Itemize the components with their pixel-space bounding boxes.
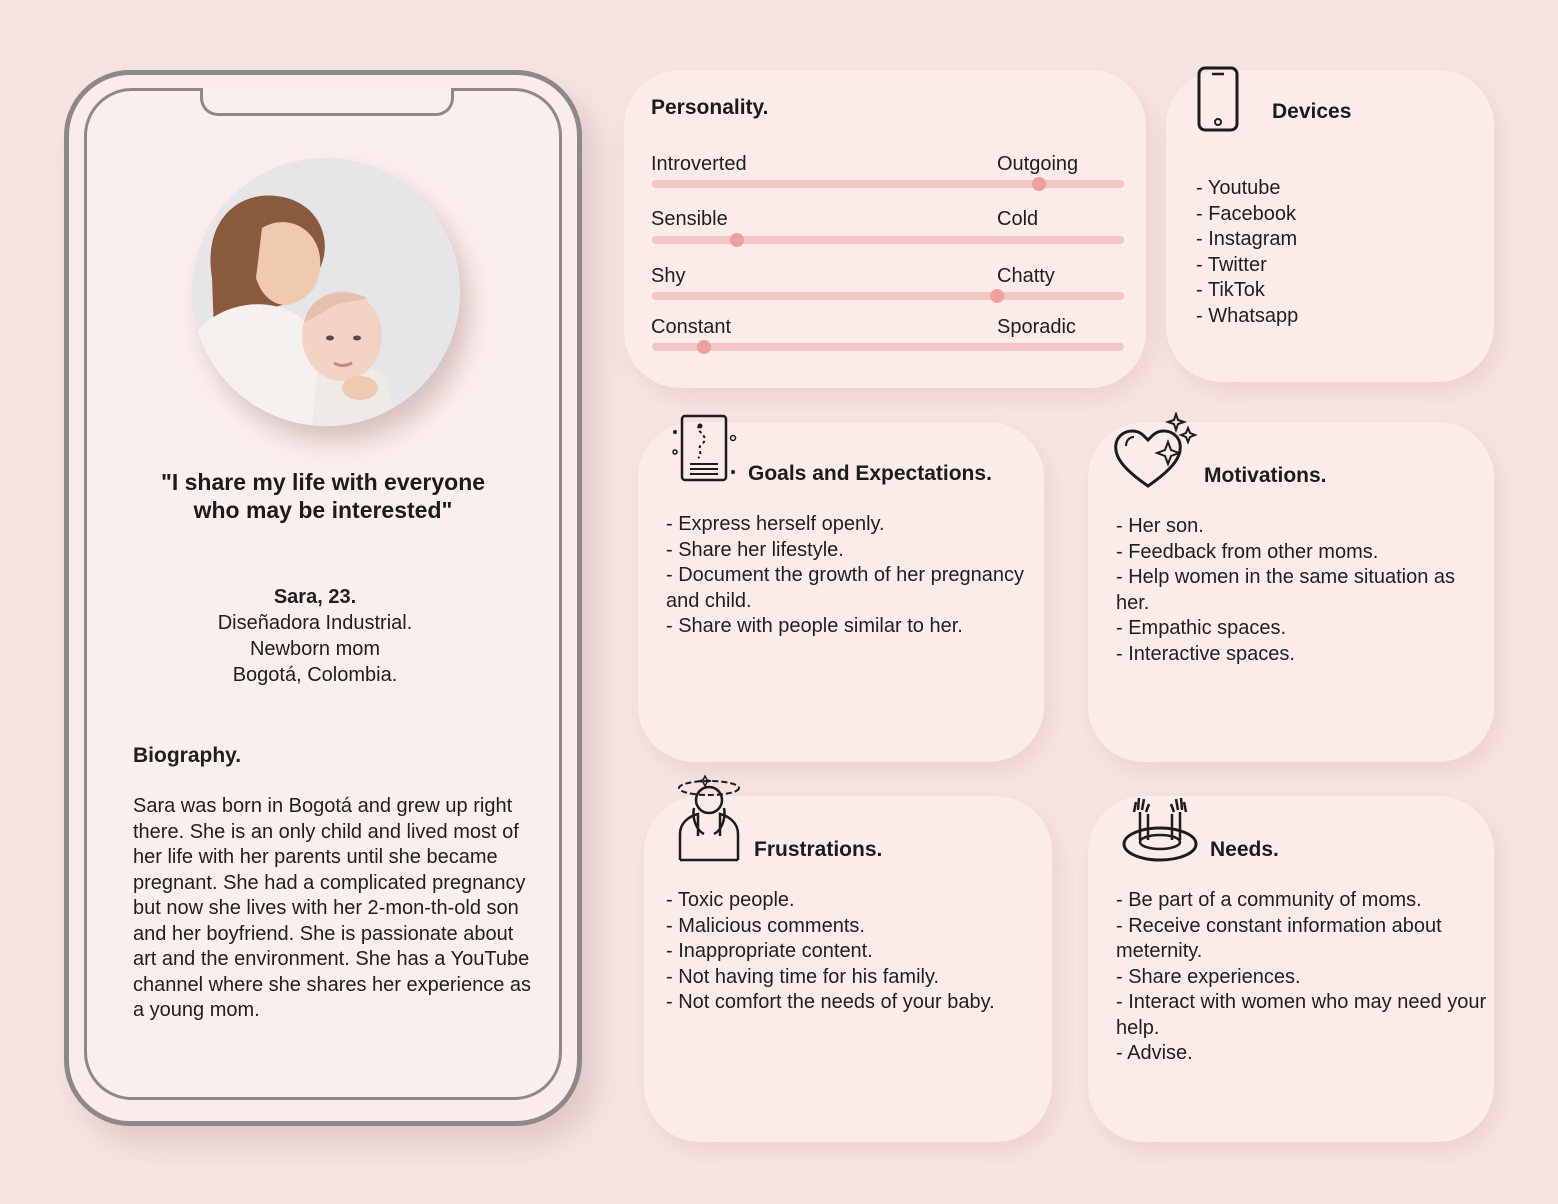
list-item: - Instagram: [1196, 228, 1298, 250]
frustrations-list: [666, 888, 1036, 1016]
list-item: - Share experiences.: [1116, 965, 1301, 988]
list-item: - Whatsapp: [1196, 304, 1299, 327]
list-item: - Share her lifestyle.: [666, 538, 844, 561]
list-item: - Malicious comments.: [666, 914, 865, 937]
list-item: - Interact with women who may need your help.: [1116, 991, 1492, 1039]
list-item: - Facebook: [1196, 202, 1297, 225]
list-item: - Share with people similar to her.: [666, 615, 963, 637]
trait-right-label: Sporadic: [997, 316, 1076, 338]
trait-left-label: Sensible: [651, 208, 728, 230]
list-item: - Advise.: [1116, 1042, 1193, 1064]
list-item: - Toxic people.: [666, 889, 795, 911]
devices-title: Devices: [1272, 100, 1352, 123]
trait-left-label: Constant: [651, 316, 732, 338]
list-item: - Feedback from other moms.: [1116, 540, 1379, 563]
persona-role: Newborn mom: [249, 638, 381, 660]
needs-title: Needs.: [1210, 838, 1279, 861]
list-item: - Document the growth of her pregnancy and child.: [666, 564, 1030, 612]
persona-quote: "I share my life with everyone who may be interested": [160, 469, 486, 523]
needs-list: [1116, 888, 1490, 1067]
list-item: - TikTok: [1196, 279, 1265, 301]
list-item: - Interactive spaces.: [1116, 642, 1295, 665]
slider-track: [652, 292, 1124, 300]
persona-name: Sara, 23.: [273, 586, 357, 608]
trait-right-label: Outgoing: [997, 153, 1079, 175]
slider-track: [652, 343, 1124, 351]
list-item: - Twitter: [1196, 253, 1267, 276]
list-item: - Youtube: [1196, 177, 1281, 199]
lifebuoy-hands-icon: [1120, 792, 1200, 866]
motivations-title: Motivations.: [1204, 464, 1327, 487]
list-item: - Not having time for his family.: [666, 965, 940, 988]
list-item: - Express herself openly.: [666, 513, 885, 535]
slider-knob: [730, 233, 744, 247]
slider-knob: [1032, 177, 1046, 191]
list-item: - Not comfort the needs of your baby.: [666, 991, 995, 1013]
list-item: - Be part of a community of moms.: [1116, 889, 1422, 911]
personality-title: Personality.: [651, 96, 769, 119]
biography-text: Sara was born in Bogotá and grew up right there. She is an only child and lived most of her life with her parents until she became pregnant. She had a complicated pregnancy but now she lives with her 2-mon-th-old son and her boyfriend. She is passionate about art and the environment. She has a YouTube channel where she shares her experience as a young mom.: [133, 795, 532, 1021]
motivations-list: [1116, 514, 1476, 667]
heart-sparkles-icon: [1112, 412, 1202, 490]
slider-knob: [990, 289, 1004, 303]
phone-notch: [200, 88, 454, 116]
list-item: - Empathic spaces.: [1116, 617, 1287, 639]
biography-title: Biography.: [133, 744, 242, 767]
trait-right-label: Cold: [997, 208, 1039, 230]
slider-track: [652, 180, 1124, 188]
smartphone-icon: [1196, 66, 1242, 134]
list-item: - Receive constant information about meternity.: [1116, 914, 1448, 962]
goals-list: [666, 512, 1036, 640]
persona-occupation: Diseñadora Industrial.: [217, 612, 413, 634]
frustrations-title: Frustrations.: [754, 838, 883, 861]
goals-title: Goals and Expectations.: [748, 462, 992, 485]
list-item: - Her son.: [1116, 515, 1204, 537]
frustrated-person-icon: [674, 774, 744, 862]
trait-left-label: Shy: [651, 265, 686, 287]
profile-photo: [192, 158, 460, 426]
trait-left-label: Introverted: [651, 153, 747, 175]
persona-location: Bogotá, Colombia.: [232, 664, 398, 686]
slider-track: [652, 236, 1124, 244]
goals-document-icon: [670, 412, 740, 484]
list-item: - Inappropriate content.: [666, 940, 873, 962]
persona-info: [150, 584, 480, 688]
trait-right-label: Chatty: [997, 265, 1055, 287]
list-item: - Help women in the same situation as her.: [1116, 566, 1461, 614]
devices-list: [1196, 176, 1298, 329]
slider-knob: [697, 340, 711, 354]
